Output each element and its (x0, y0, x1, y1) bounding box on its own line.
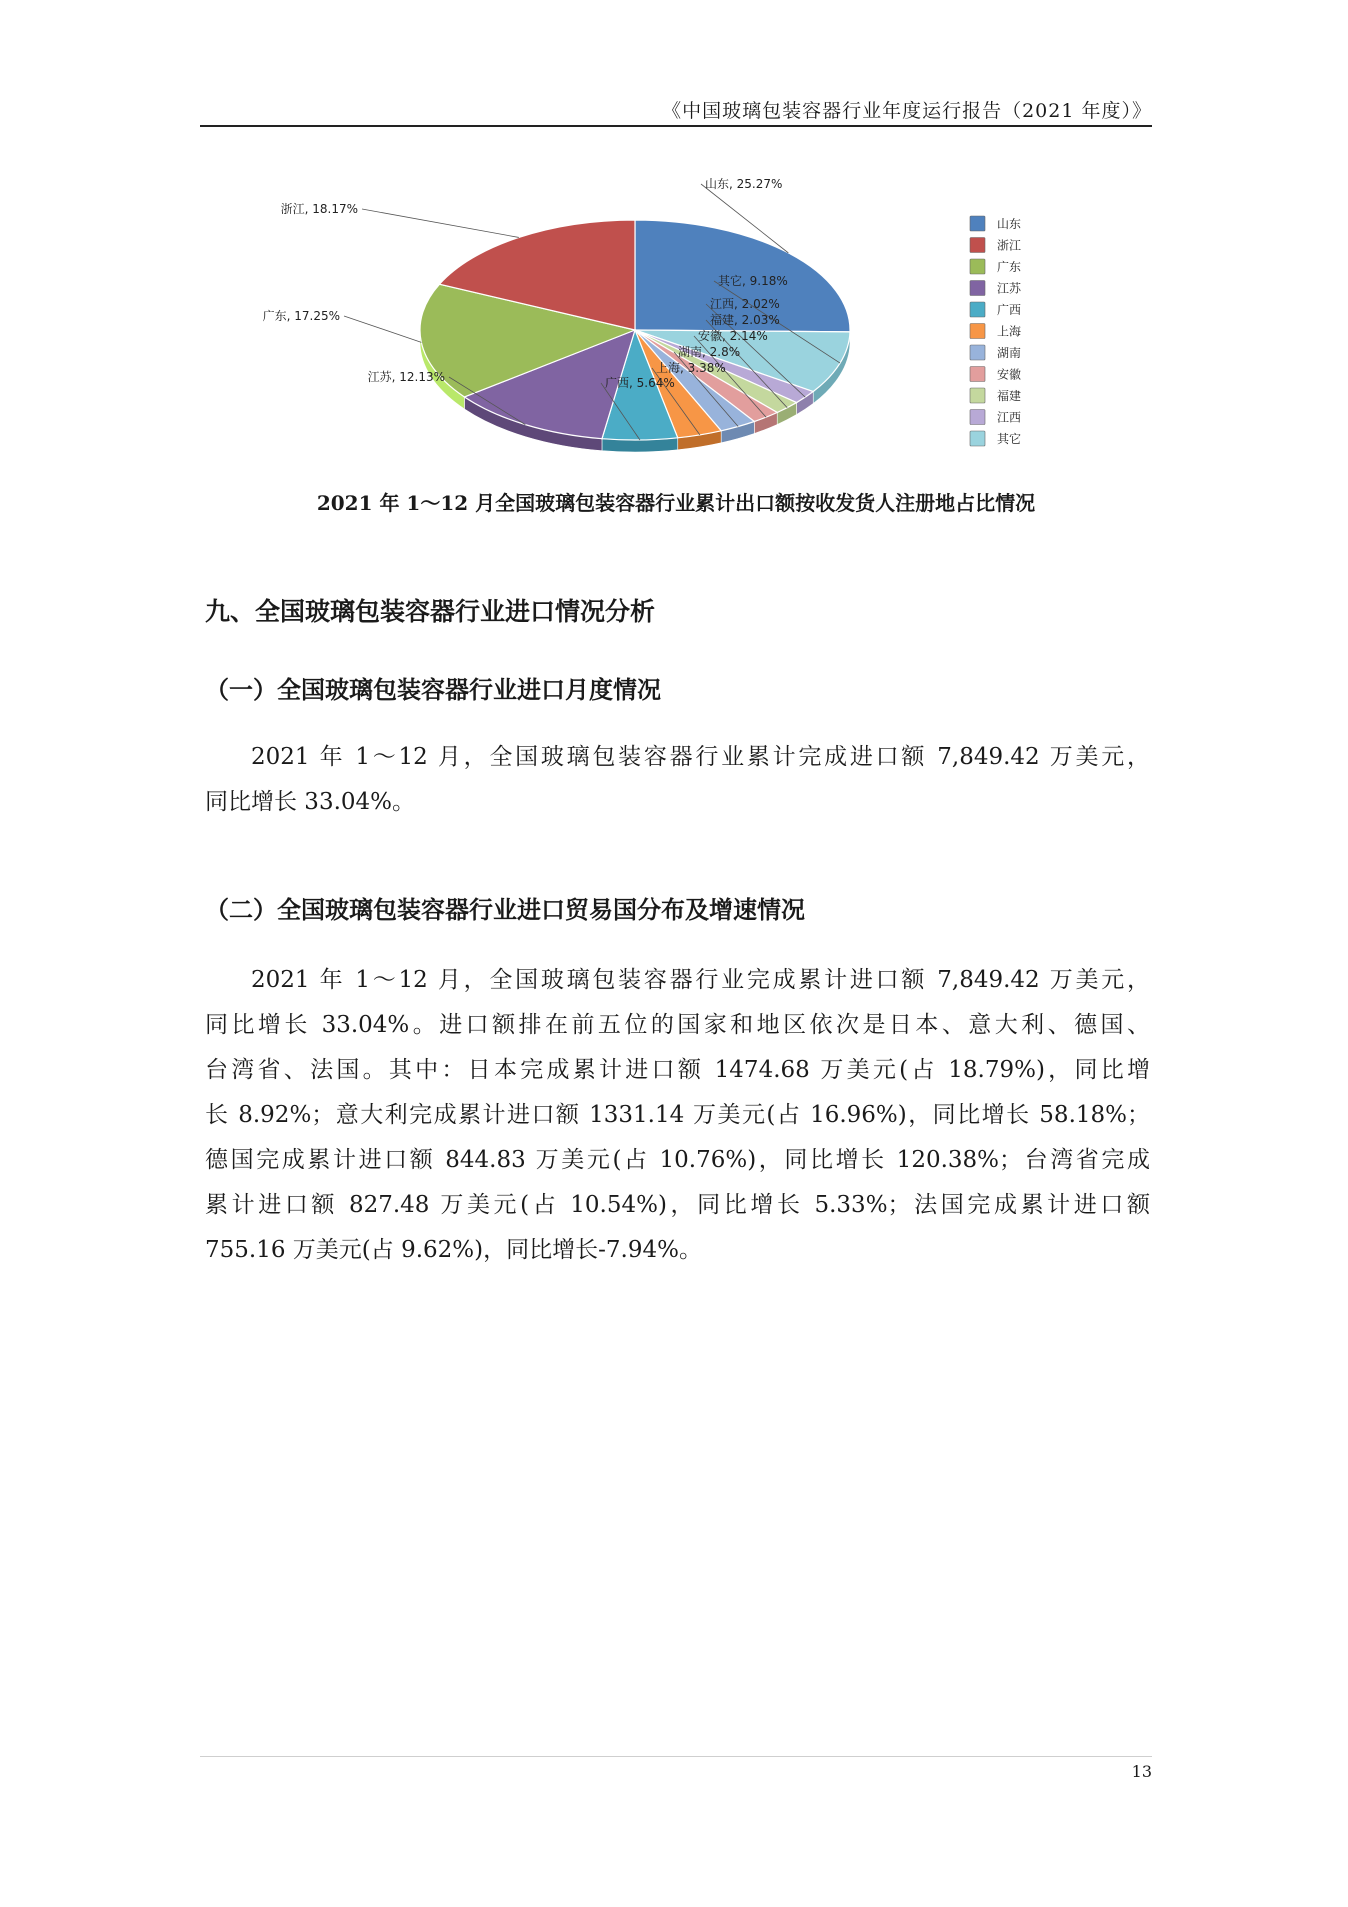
legend-swatch (970, 388, 985, 403)
leader-line (362, 209, 519, 237)
legend-swatch (970, 216, 985, 231)
legend-label: 江西 (997, 410, 1022, 425)
legend-swatch (970, 259, 985, 274)
slice-label: 江苏, 12.13% (367, 370, 445, 384)
legend-swatch (970, 367, 985, 382)
slice-label: 福建, 2.03% (710, 313, 780, 327)
legend-swatch (970, 302, 985, 317)
slice-label: 安徽, 2.14% (698, 329, 768, 343)
legend-swatch (970, 431, 985, 446)
leader-line (344, 316, 421, 342)
paragraph-line: 台湾省、法国。其中：日本完成累计进口额 1474.68 万美元(占 18.79%)，同比增 (205, 1057, 1150, 1083)
section-heading-9: 九、全国玻璃包装容器行业进口情况分析 (205, 597, 656, 626)
paragraph-line: 累计进口额 827.48 万美元(占 10.54%)，同比增长 5.33%；法国完成累计进口额 (205, 1192, 1150, 1218)
chart-legend (970, 216, 1022, 446)
legend-label: 安徽 (997, 367, 1022, 382)
subsection-heading-1: （一）全国玻璃包装容器行业进口月度情况 (205, 675, 661, 704)
pie-chart (262, 177, 1060, 470)
slice-label: 广东, 17.25% (262, 309, 340, 323)
legend-swatch (970, 238, 985, 253)
legend-swatch (970, 324, 985, 339)
slice-label: 湖南, 2.8% (678, 345, 741, 359)
paragraph-line: 2021 年 1～12 月，全国玻璃包装容器行业完成累计进口额 7,849.42 万美元， (251, 967, 1150, 993)
legend-label: 江苏 (997, 281, 1022, 296)
paragraph-line: 同比增长 33.04%。 (205, 789, 416, 815)
slice-label: 浙江, 18.17% (280, 202, 358, 216)
paragraph-line: 德国完成累计进口额 844.83 万美元(占 10.76%)，同比增长 120.38%；台湾省完成 (205, 1147, 1150, 1173)
legend-label: 广西 (997, 303, 1022, 317)
legend-label: 福建 (997, 389, 1022, 403)
legend-label: 山东 (997, 217, 1022, 231)
slice-label: 其它, 9.18% (718, 274, 788, 288)
legend-label: 湖南 (997, 346, 1022, 360)
paragraph-2 (205, 958, 1150, 1273)
paragraph-line: 同比增长 33.04%。进口额排在前五位的国家和地区依次是日本、意大利、德国、 (205, 1012, 1150, 1038)
header-rule (200, 125, 1152, 127)
legend-swatch (970, 410, 985, 425)
paragraph-line: 2021 年 1～12 月，全国玻璃包装容器行业累计完成进口额 7,849.42 万美元， (251, 744, 1150, 770)
paragraph-1 (205, 735, 1150, 825)
legend-label: 其它 (997, 432, 1022, 446)
page-number: 13 (1131, 1762, 1152, 1781)
report-header-title: 《中国玻璃包装容器行业年度运行报告（2021 年度）》 (662, 100, 1152, 122)
slice-label: 山东, 25.27% (705, 177, 783, 191)
pie-tops (420, 220, 850, 440)
legend-label: 广东 (997, 260, 1022, 274)
subsection-heading-2: （二）全国玻璃包装容器行业进口贸易国分布及增速情况 (205, 895, 805, 924)
slice-label: 广西, 5.64% (605, 376, 675, 390)
slice-label: 上海, 3.38% (656, 361, 726, 375)
legend-swatch (970, 281, 985, 296)
legend-label: 浙江 (997, 238, 1022, 253)
footer-rule (200, 1756, 1152, 1757)
paragraph-line: 755.16 万美元(占 9.62%)，同比增长-7.94%。 (205, 1237, 702, 1263)
legend-label: 上海 (997, 324, 1022, 339)
chart-caption: 2021 年 1～12 月全国玻璃包装容器行业累计出口额按收发货人注册地占比情况 (316, 491, 1036, 515)
slice-label: 江西, 2.02% (710, 297, 780, 311)
legend-swatch (970, 345, 985, 360)
paragraph-line: 长 8.92%；意大利完成累计进口额 1331.14 万美元(占 16.96%)，同比增长 58.18%； (205, 1102, 1150, 1128)
